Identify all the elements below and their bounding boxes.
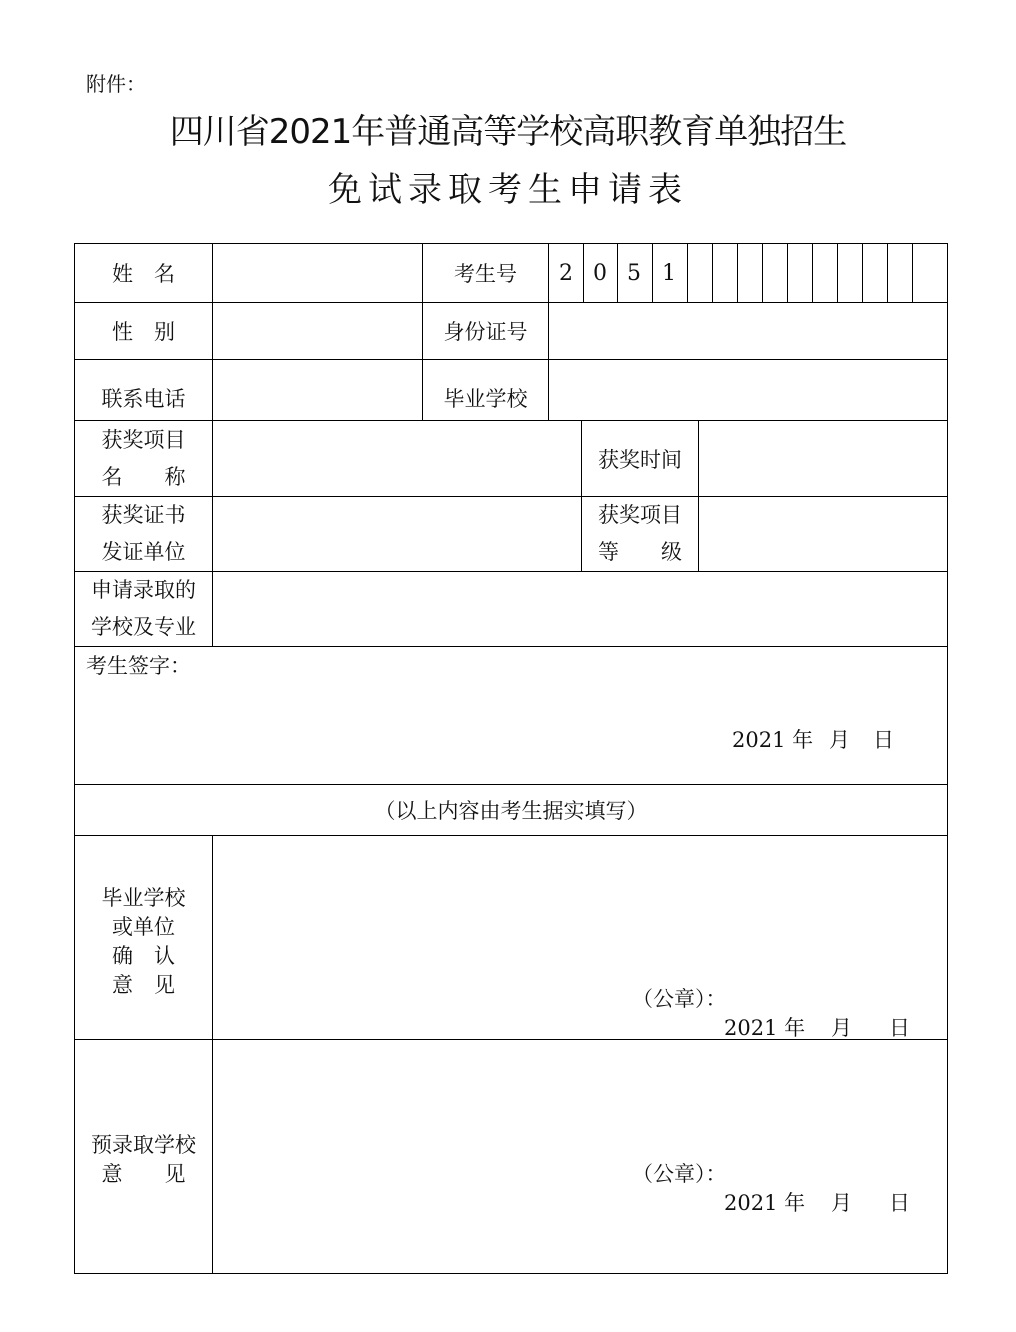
grid-line [787,243,788,303]
gender-field[interactable] [213,303,422,359]
confirmation-opinion-field[interactable] [213,836,947,976]
label-line: 学校及专业 [91,615,196,639]
label-line: 申请录取的 [91,578,196,602]
pre-admission-seal-label: （公章）： [632,1162,727,1186]
id-number-field[interactable] [549,303,947,359]
grid-line [887,243,888,303]
award-time-field[interactable] [699,421,947,496]
candidate-signature-field[interactable] [75,680,947,720]
pre-admission-date-year: 2021 年 [724,1191,806,1215]
confirmation-seal-label: （公章）： [632,987,727,1011]
attachment-label: 附件： [86,72,146,96]
label-graduation-school: 毕业学校 [443,387,528,411]
signature-date-year: 2021 年 [732,728,814,752]
label-award-level [582,497,698,571]
grid-line [687,243,688,303]
grid-line [712,243,713,303]
signature-date-day: 日 [873,728,894,752]
label-phone: 联系电话 [101,387,186,411]
label-line: 等 级 [598,540,682,564]
signature-date-month: 月 [829,728,850,752]
grid-line [912,243,913,303]
grid-line [762,243,763,303]
grid-line [947,243,948,1274]
phone-field[interactable] [213,360,422,420]
grid-line [74,1273,948,1274]
label-exam-number: 考生号 [454,262,517,286]
label-id-number: 身份证号 [443,320,528,344]
pre-admission-date-month: 月 [831,1191,852,1215]
label-confirm-line: 或单位 [112,915,175,939]
award-item-name-field[interactable] [213,421,581,496]
grid-line [74,646,948,647]
label-award-item-name [75,421,212,496]
label-confirm-line: 意 见 [112,973,175,997]
pre-admission-date-day: 日 [889,1191,910,1215]
label-pre-admission-line: 意 见 [101,1162,186,1186]
label-confirm-line: 毕业学校 [101,886,186,910]
label-award-time: 获奖时间 [598,447,682,472]
label-line: 发证单位 [101,540,186,564]
grid-line [737,243,738,303]
exam-number-digit[interactable]: 1 [662,260,676,286]
exam-number-digit[interactable]: 2 [559,260,573,286]
label-line: 获奖项目 [598,503,682,527]
candidate-fill-note: （以上内容由考生据实填写） [374,799,648,823]
certificate-issuer-field[interactable] [213,497,581,571]
label-name: 姓 名 [112,262,175,286]
confirmation-date-day: 日 [889,1016,910,1040]
exam-number-digit[interactable]: 5 [627,260,641,286]
label-line: 获奖项目 [101,427,186,452]
label-confirm-line: 确 认 [112,944,175,968]
candidate-signature-label: 考生签字： [86,654,191,678]
confirmation-date-year: 2021 年 [724,1016,806,1040]
grid-line [837,243,838,303]
exam-number-digit[interactable]: 0 [593,260,607,286]
form-title-line2: 免试录取考生申请表 [328,170,688,210]
award-level-field[interactable] [699,497,947,571]
grid-line [812,243,813,303]
apply-school-major-field[interactable] [213,572,947,646]
pre-admission-opinion-field[interactable] [213,1040,947,1150]
label-line: 获奖证书 [101,503,186,527]
label-gender: 性 别 [112,320,175,344]
confirmation-date-month: 月 [831,1016,852,1040]
label-line: 名 称 [101,464,186,489]
label-certificate-issuer [75,497,212,571]
label-apply-school-major [75,572,212,646]
grid-line [862,243,863,303]
name-field[interactable] [213,244,422,302]
label-pre-admission-line: 预录取学校 [91,1133,196,1157]
form-title-line1: 四川省2021年普通高等学校高职教育单独招生 [169,112,847,152]
graduation-school-field[interactable] [549,360,947,420]
